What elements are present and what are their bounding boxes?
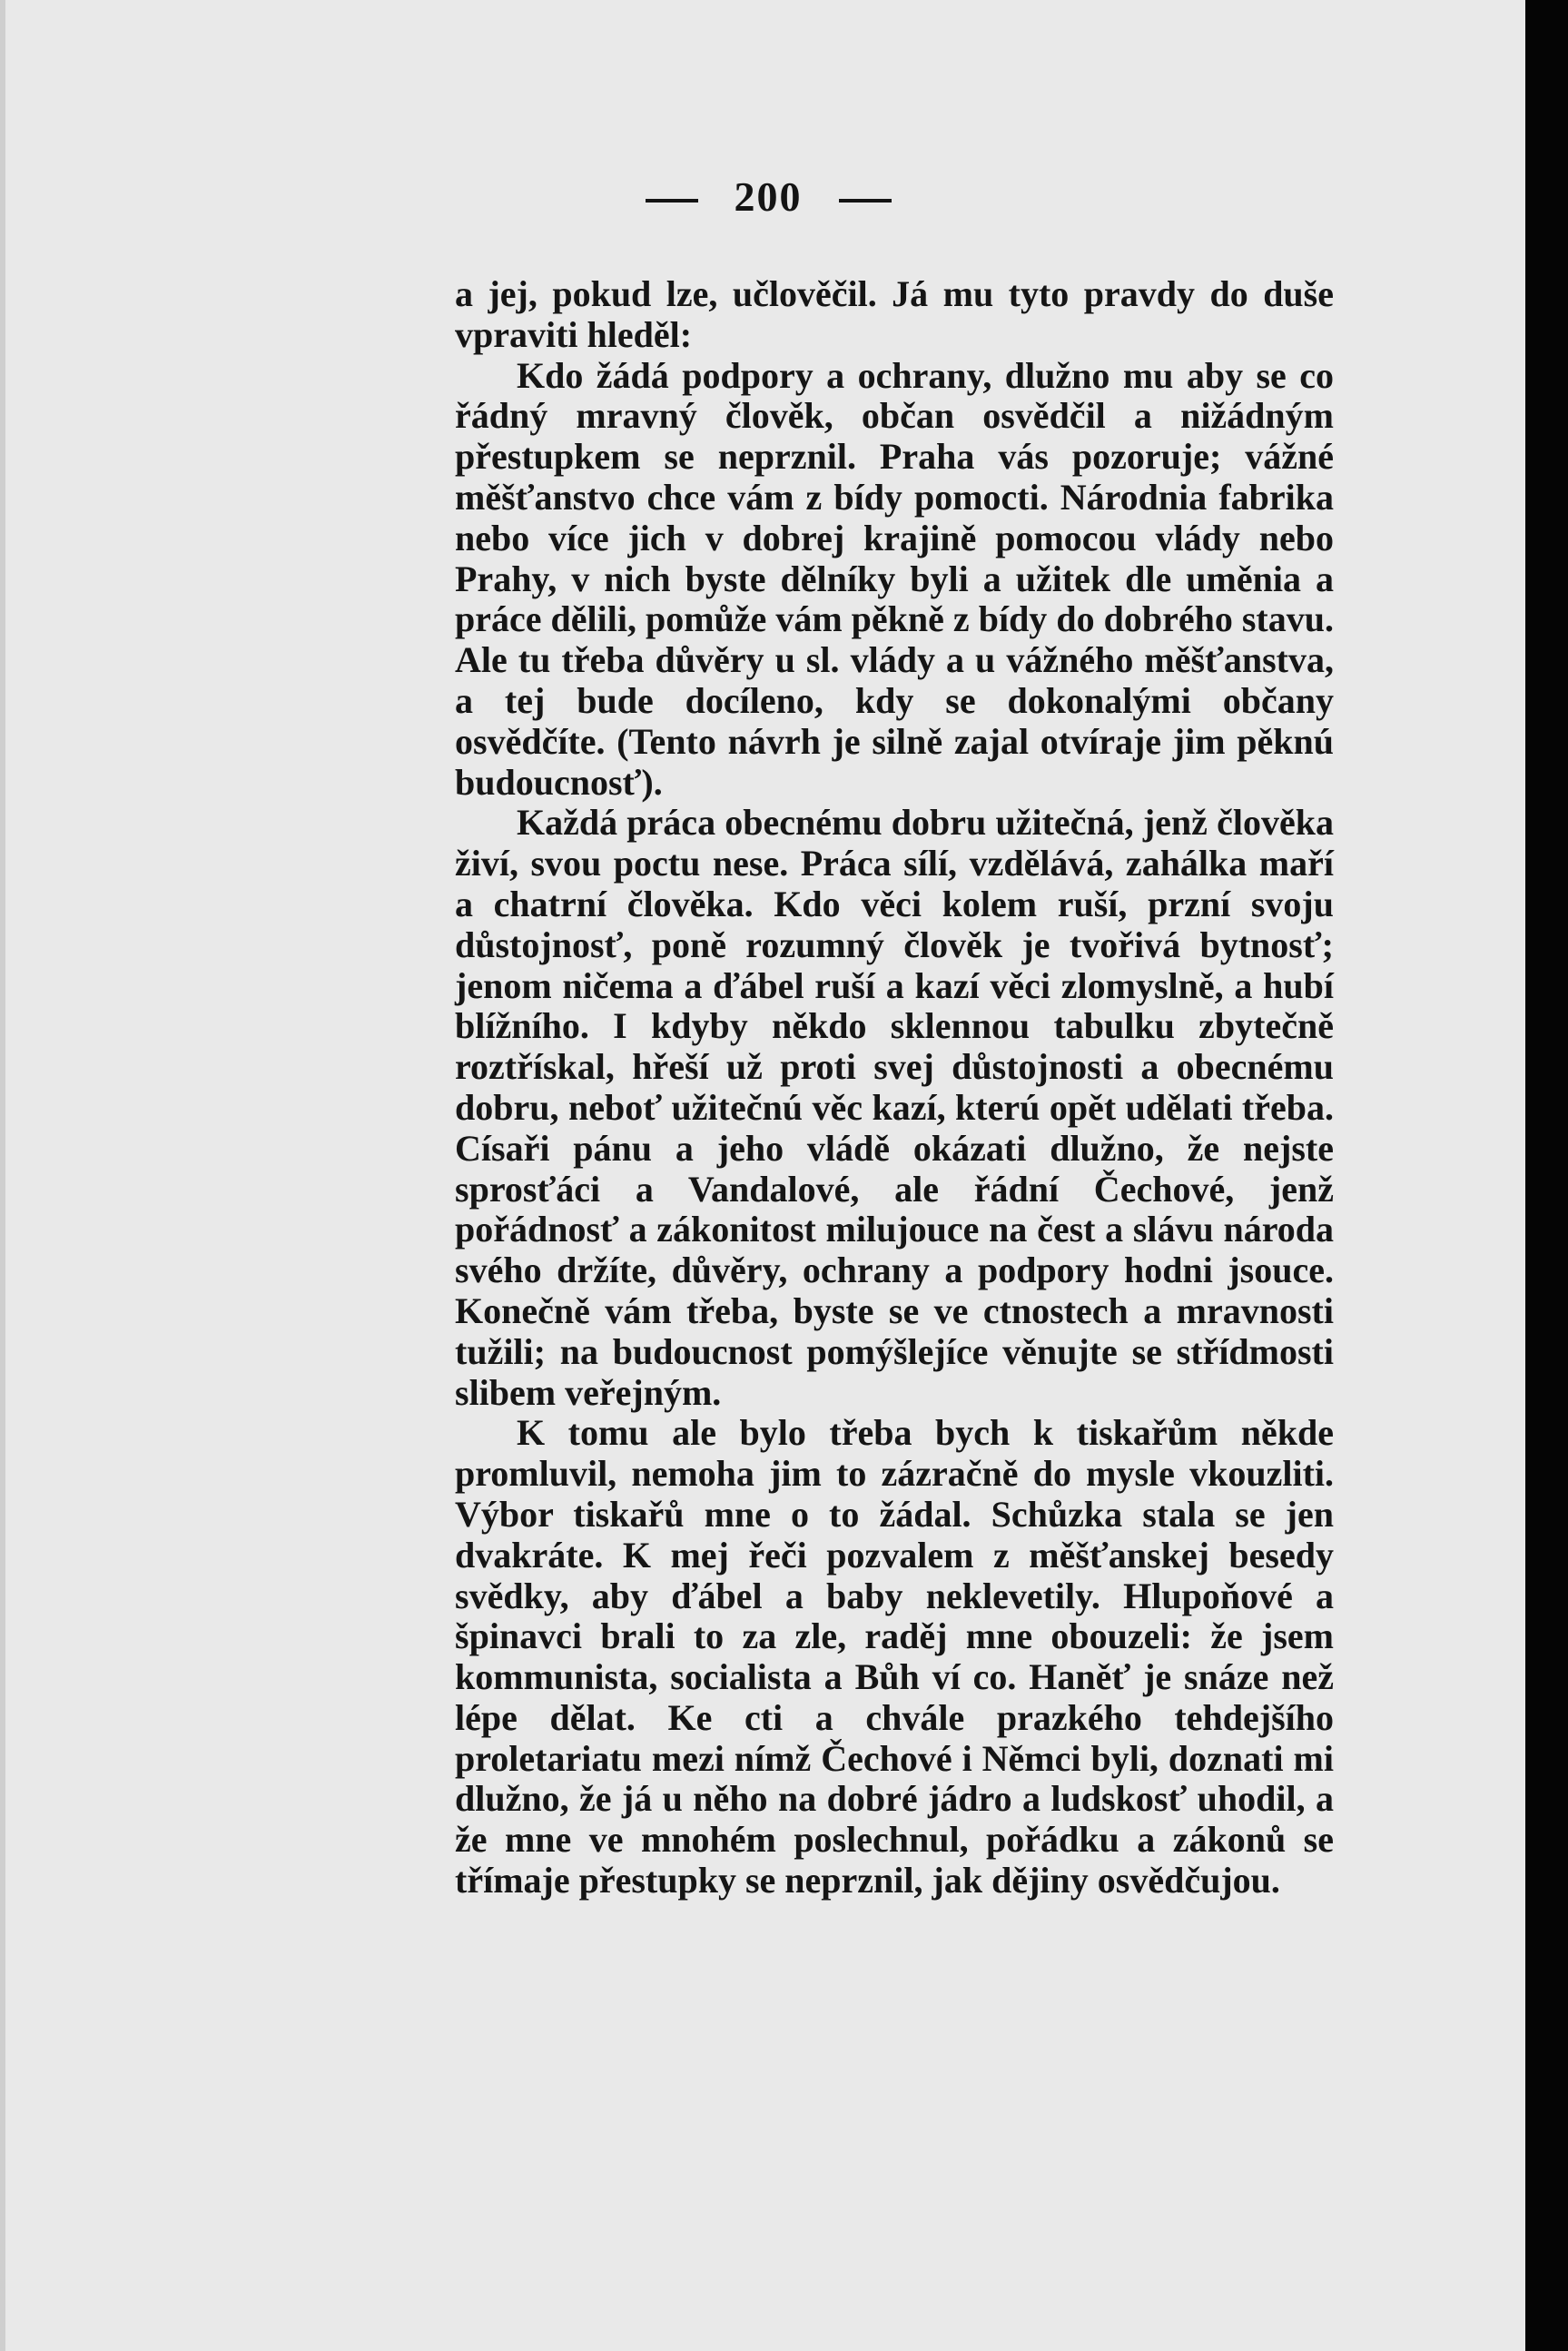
header-dash-left (646, 199, 698, 203)
body-text (455, 274, 1334, 1902)
page-header (5, 173, 1531, 221)
page-number: 200 (734, 173, 803, 220)
paragraph-4: K tomu ale bylo třeba bych k tiskařům někde promluvil, nemoha jim to zázračně do mysle vkouzliti. Výbor tiskařů mne o to žádal. Schůzka stala se jen dvakráte. K mej řeči pozvalem z měšťanskej besedy svědky, aby ďábel a baby neklevetily. Hlupoňové a špinavci brali to za zle, raděj mne obouzeli: že jsem kommunista, socialista a Bůh ví co. Haněť je snáze než lépe dělat. Ke cti a chvále prazkého tehdejšího proletariatu mezi nímž Čechové i Němci byli, doznati mi dlužno, že já u něho na dobré jádro a ludskosť uhodil, a že mne ve mnohém poslechnul, pořádku a zákonů se třímaje přestupky se neprznil, jak dějiny osvědčujou. (455, 1412, 1334, 1902)
paragraph-1: a jej, pokud lze, učlověčil. Já mu tyto pravdy do duše vpraviti hleděl: (455, 273, 1334, 355)
scan-border (1525, 0, 1568, 2351)
paragraph-2: Kdo žádá podpory a ochrany, dlužno mu aby se co řádný mravný člověk, občan osvědčil a nižádným přestupkem se neprznil. Praha vás pozoruje; vážné měšťanstvo chce vám z bídy pomocti. Národnia fabrika nebo více jich v dobrej krajině pomocou vlády nebo Prahy, v nich byste dělníky byli a užitek dle uměnia a práce dělili, pomůže vám pěkně z bídy do dobrého stavu. Ale tu třeba důvěry u sl. vlády a u vážného měšťanstva, a tej bude docíleno, kdy se dokonalými občany osvědčíte. (Tento návrh je silně zajal otvíraje jim pěknú budoucnosť). (455, 354, 1334, 803)
paragraph-3: Každá práca obecnému dobru užitečná, jenž člověka živí, svou poctu nese. Práca sílí, vzdělává, zahálka maří a chatrní člověka. Kdo věci kolem ruší, przní svoju důstojnosť, poně rozumný člověk je tvořivá bytnosť; jenom ničema a ďábel ruší a kazí věci zlomyslně, a hubí blížního. I kdyby někdo sklennou tabulku zbytečně roztřískal, hřeší už proti svej důstojnosti a obecnému dobru, neboť užitečnú věc kazí, kterú opět udělati třeba. Císaři pánu a jeho vládě okázati dlužno, že nejste sprosťáci a Vandalové, ale řádní Čechové, jenž pořádnosť a zákonitost milujouce na čest a slávu národa svého držíte, důvěry, ochrany a podpory hodni jsouce. Konečně vám třeba, byste se ve ctnostech a mravnosti tužili; na budoucnost pomýšlejíce věnujte se střídmosti slibem veřejným. (455, 802, 1334, 1413)
header-dash-right (839, 199, 892, 203)
